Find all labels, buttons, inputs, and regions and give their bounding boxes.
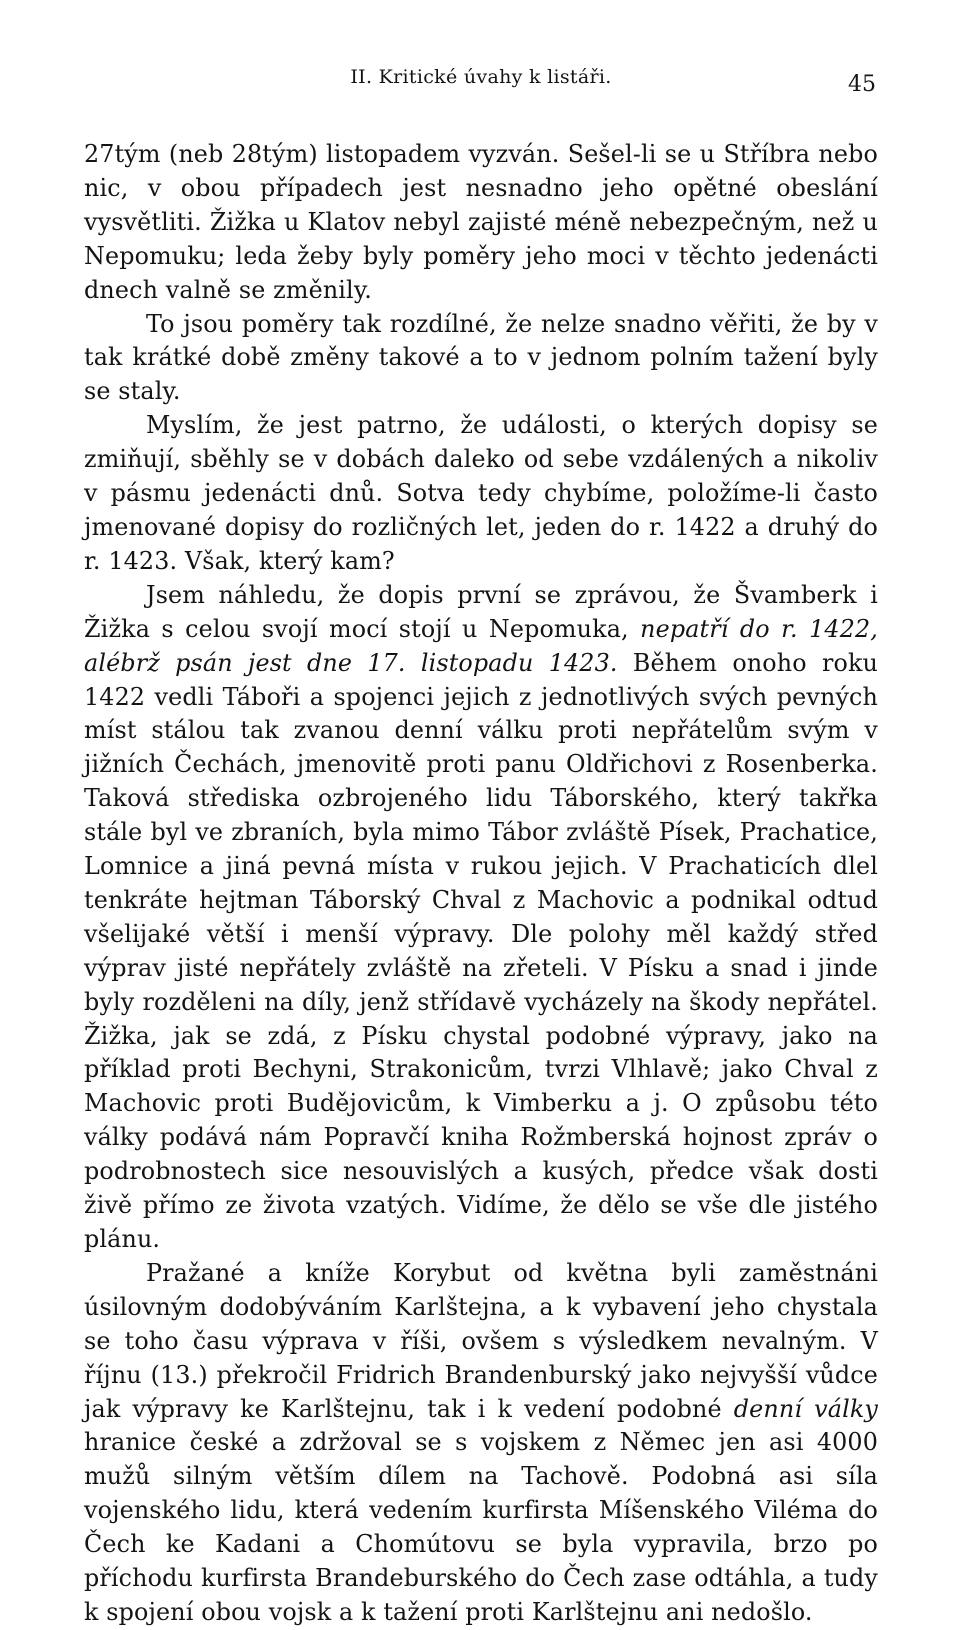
paragraph-text: Myslím, že jest patrno, že události, o kterých dopisy se zmiňují, sběhly se v dobách daleko od sebe vzdálených a nikoliv v pásmu jedenácti dnů. Sotva tedy chybíme, položíme-li často jmenované dopisy do rozličných let, jeden do r. 1422 a druhý do r. 1423. Však, který kam? bbox=[84, 411, 878, 575]
page-number: 45 bbox=[848, 72, 876, 97]
body-text bbox=[84, 138, 878, 1630]
book-page bbox=[84, 64, 878, 1626]
running-head bbox=[84, 64, 878, 104]
paragraph-1 bbox=[84, 138, 878, 308]
paragraph-2 bbox=[84, 308, 878, 410]
paragraph-text: To jsou poměry tak rozdílné, že nelze snadno věřiti, že by v tak krátké době změny takové a to v jednom polním tažení byly se staly. bbox=[84, 309, 878, 406]
paragraph-4 bbox=[84, 579, 878, 1257]
paragraph-text: Během onoho roku 1422 vedli Táboři a spojenci jejich z jednotlivých svých pevných míst stálou tak zvanou denní válku proti nepřátelům svým v jižních Čechách, jmenovitě proti panu Oldřichovi z Rosenberka. Taková střediska ozbrojeného lidu Táborského, který takřka stále byl ve zbraních, byla mimo Tábor zvláště Písek, Prachatice, Lomnice a jiná pevná místa v rukou jejich. V Prachaticích dlel tenkráte hejtman Táborský Chval z Machovic a podnikal odtud všelijaké větší i menší výpravy. Dle polohy měl každý střed výprav jisté nepřátely zvláště na zřeteli. V Písku a snad i jinde byly rozděleni na díly, jenž střídavě vycházely na škody nepřátel. Žižka, jak se zdá, z Písku chystal podobné výpravy, jako na příklad proti Bechyni, Strakonicům, tvrzi Vlhlavě; jako Chval z Machovic proti Budějovicům, k Vimberku a j. O způsobu této války podává nám Popravčí kniha Rožmberská hojnost zpráv o podrobnostech sice nesouvislých a kusých, předce však dosti živě přímo ze života vzatých. Vidíme, že dělo se vše dle jistého plánu. bbox=[84, 648, 878, 1253]
running-title: II. Kritické úvahy k listáři. bbox=[350, 66, 612, 88]
paragraph-5 bbox=[84, 1257, 878, 1630]
italic-emphasis: nepatří do r. 1422, alébrž psán jest dne 17. listopadu 1423. bbox=[84, 614, 878, 677]
italic-emphasis: denní války bbox=[733, 1394, 878, 1423]
paragraph-3 bbox=[84, 409, 878, 579]
paragraph-text: Jsem náhledu, že dopis první se zprávou, že Švamberk i Žižka s celou svojí mocí stojí u Nepomuka, bbox=[84, 580, 878, 643]
paragraph-text: Pražané a kníže Korybut od května byli zaměstnáni úsilovným dodobýváním Karlštejna, a k vybavení jeho chystala se toho času výprava v říši, ovšem s výsledkem nevalným. V říjnu (13.) překročil Fridrich Brandenburský jako nejvyšší vůdce jak výpravy ke Karlštejnu, tak i k vedení podobné bbox=[84, 1258, 878, 1423]
paragraph-text: 27tým (neb 28tým) listopadem vyzván. Sešel-li se u Stříbra nebo nic, v obou případech jest nesnadno jeho opětné obeslání vysvětliti. Žižka u Klatov nebyl zajisté méně nebezpečným, než u Nepomuku; leda žeby byly poměry jeho moci v těchto jedenácti dnech valně se změnily. bbox=[84, 140, 878, 304]
paragraph-text: hranice české a zdržoval se s vojskem z Němec jen asi 4000 mužů silným větším dílem na Tachově. Podobná asi síla vojenského lidu, která vedením kurfirsta Míšenského Viléma do Čech ke Kadani a Chomútovu se byla vypravila, brzo po příchodu kurfirsta Brandeburského do Čech zase odtáhla, a tudy k spojení obou vojsk a k tažení proti Karlštejnu ani nedošlo. bbox=[84, 1428, 878, 1626]
